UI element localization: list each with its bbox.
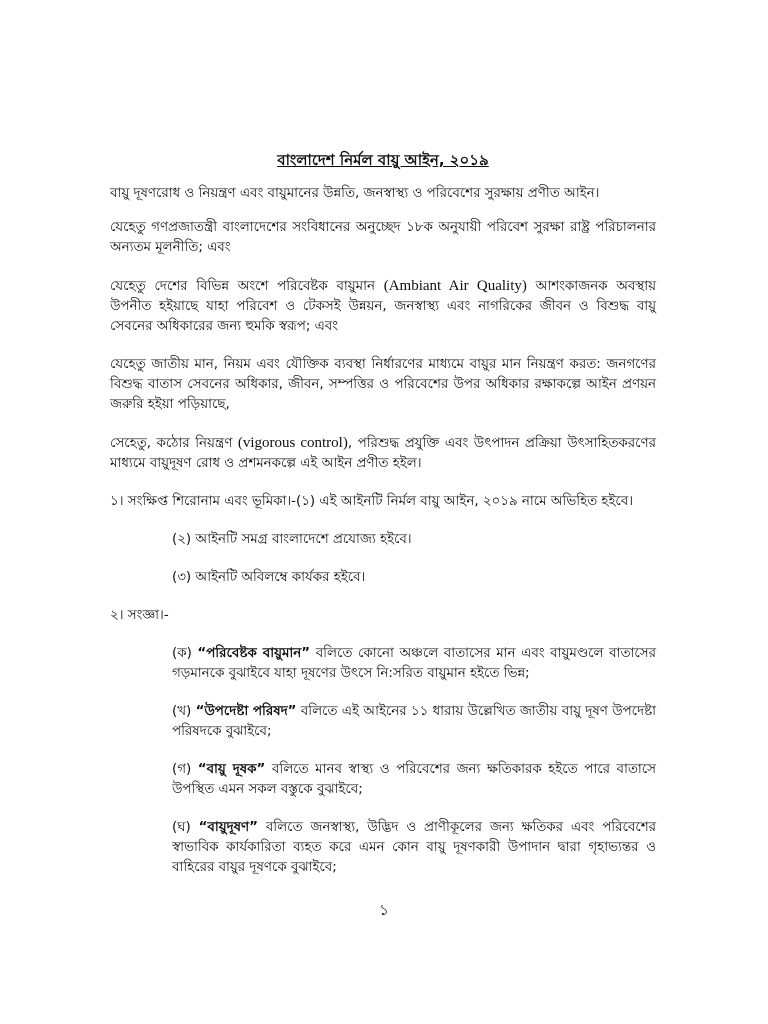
preamble-paragraph-4 — [110, 433, 656, 474]
english-term: (vigorous control) — [237, 435, 348, 451]
definition-item — [110, 702, 656, 742]
preamble-text: আশংকাজনক অবস্থায় উপনীত হইয়াছে যাহা পরিবেশ ও টেকসই উন্নয়ন, জনস্বাস্থ্য এবং নাগরিকের জীবন ও বিশুদ্ধ বায়ু সেবনের অধিকারের জন্য হুমকি স্বরূপ; এবং — [110, 279, 656, 334]
section-1-subsection-3: (৩) আইনটি অবিলম্বে কার্যকর হইবে। — [172, 570, 366, 585]
definition-term: “পরিবেষ্টক বায়ুমান” — [197, 646, 311, 661]
definition-term: “বায়ু দূষক” — [197, 762, 266, 777]
preamble-text: সেহেতু, কঠোর নিয়ন্ত্রণ — [110, 436, 238, 451]
document-title: বাংলাদেশ নির্মল বায়ু আইন, ২০১৯ — [277, 151, 489, 169]
definition-item — [110, 644, 656, 684]
definition-term: “উপদেষ্টা পরিষদ” — [195, 704, 297, 719]
preamble-paragraph-1: যেহেতু গণপ্রজাতন্ত্রী বাংলাদেশের সংবিধানের অনুচ্ছেদ ১৮ক অনুযায়ী পরিবেশ সুরক্ষা রাষ্ট্র পরিচালনার অন্যতম মূলনীতি; এবং — [110, 220, 656, 255]
definition-text: বলিতে এই আইনের ১১ ধারায় উল্লেখিত জাতীয় বায়ু দূষণ উপদেষ্টা পরিষদকে বুঝাইবে; — [172, 704, 657, 739]
english-term: (Ambiant Air Quality) — [383, 278, 527, 294]
definition-item — [110, 760, 656, 800]
definition-marker: (ঘ) — [172, 820, 199, 835]
preamble-text: যেহেতু দেশের বিভিন্ন অংশে পরিবেষ্টক বায়ুমান — [110, 279, 384, 294]
definition-text: বলিতে জনস্বাস্থ্য, উদ্ভিদ ও প্রাণীকূলের জন্য ক্ষতিকর এবং পরিবেশের স্বাভাবিক কার্যকারিতা ব্যহত করে এমন কোন বায়ু দূষণকারী উপাদান দ্বারা গৃহাভ্যন্তর ও বাহিরের বায়ুর দূষণকে বুঝাইবে; — [172, 820, 656, 875]
section-1-subsection-2: (২) আইনটি সমগ্র বাংলাদেশে প্রযোজ্য হইবে। — [172, 532, 412, 547]
definition-marker: (গ) — [172, 762, 198, 777]
preamble-text: , পরিশুদ্ধ প্রযুক্তি এবং উৎপাদন প্রক্রিয়া উৎসাহিতকরণের মাধ্যমে বায়ুদূষণ রোধ ও প্রশমনকল্পে এই আইন প্রণীত হইল। — [110, 436, 656, 471]
preamble-paragraph-2 — [110, 276, 656, 337]
preamble-paragraph-3: যেহেতু জাতীয় মান, নিয়ম এবং যৌক্তিক ব্যবস্থা নির্ধারণের মাধ্যমে বায়ুর মান নিয়ন্ত্রণ করত: জনগণের বিশুদ্ধ বাতাস সেবনের অধিকার, জীবন, সম্পত্তির ও পরিবেশের উপর অধিকার রক্ষাকল্পে আইন প্রণয়ন জরুরি হইয়া পড়িয়াছে, — [110, 357, 656, 412]
definition-text: বলিতে মানব স্বাস্থ্য ও পরিবেশের জন্য ক্ষতিকারক হইতে পারে বাতাসে উপস্থিত এমন সকল বস্তুকে বুঝাইবে; — [172, 762, 656, 797]
definition-marker: (ক) — [172, 646, 198, 661]
definition-text: বলিতে কোনো অঞ্চলে বাতাসের মান এবং বায়ুমণ্ডলে বাতাসের গড়মানকে বুঝাইবে যাহা দূষণের উৎসে নি:সরিত বায়ুমান হইতে ভিন্ন; — [172, 646, 656, 681]
page-number: ১ — [379, 901, 389, 919]
definition-term: “বায়ুদূষণ” — [198, 820, 258, 835]
definition-marker: (খ) — [172, 704, 196, 719]
definition-item — [110, 818, 656, 878]
section-1-paragraph: ১। সংক্ষিপ্ত শিরোনাম এবং ভূমিকা।-(১) এই আইনটি নির্মল বায়ু আইন, ২০১৯ নামে অভিহিত হইবে। — [110, 494, 634, 509]
intro-paragraph: বায়ু দূষণরোধ ও নিয়ন্ত্রণ এবং বায়ুমানের উন্নতি, জনস্বাস্থ্য ও পরিবেশের সুরক্ষায় প্রণীত আইন। — [110, 186, 600, 201]
section-2-heading: ২। সংজ্ঞা।- — [110, 608, 169, 623]
